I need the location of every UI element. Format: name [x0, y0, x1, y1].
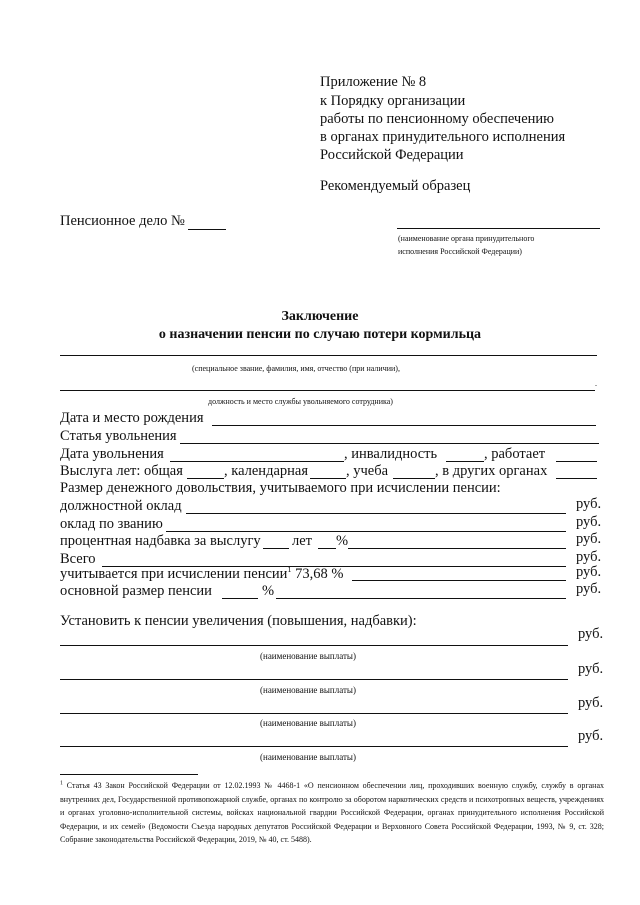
- rub-unit: руб.: [578, 661, 604, 677]
- document-title: Заключение: [281, 309, 359, 324]
- official-salary-label: должностной оклад: [60, 498, 182, 514]
- header-line: работы по пенсионному обеспечению: [320, 111, 554, 127]
- counted-label: учитывается при исчислении пенсии$^1$ 73,68 %: [60, 565, 344, 582]
- study-field[interactable]: [393, 478, 435, 479]
- rub-unit: руб.: [576, 549, 602, 565]
- rub-unit: руб.: [578, 695, 604, 711]
- recommended-sample: Рекомендуемый образец: [320, 178, 471, 194]
- footnote-ref: 1: [287, 565, 292, 575]
- percent-sign: %: [336, 533, 349, 549]
- rub-unit: руб.: [576, 496, 602, 512]
- dismissal-date-label: Дата увольнения: [60, 446, 164, 462]
- counted-value: 73,68 %: [295, 566, 344, 582]
- document-subtitle: о назначении пенсии по случаю потери кормильца: [158, 327, 482, 342]
- line-end-dot: .: [595, 379, 597, 388]
- base-amount-field[interactable]: [276, 598, 566, 599]
- organ-name-field[interactable]: [397, 228, 600, 229]
- payment-field-4[interactable]: [60, 746, 568, 747]
- other-organs-label: , в других органах: [435, 463, 548, 479]
- rub-unit: руб.: [578, 728, 604, 744]
- birth-field[interactable]: [212, 425, 596, 426]
- base-percent-field[interactable]: [222, 598, 258, 599]
- base-size-label: основной размер пенсии: [60, 583, 212, 599]
- footnote-marker: 1: [60, 780, 63, 787]
- payment-field-1[interactable]: [60, 645, 568, 646]
- position-field[interactable]: [60, 390, 595, 391]
- other-organs-field[interactable]: [556, 478, 597, 479]
- service-total-label: Выслуга лет: общая: [60, 463, 183, 479]
- rub-unit: руб.: [576, 564, 602, 580]
- person-caption: (специальное звание, фамилия, имя, отчество (при наличии),: [192, 364, 400, 373]
- appendix-number: Приложение № 8: [320, 74, 427, 90]
- total-label: Всего: [60, 551, 96, 567]
- payment-caption: (наименование выплаты): [260, 685, 356, 695]
- pension-case-number-field[interactable]: [188, 229, 226, 230]
- bonus-percent-field[interactable]: [318, 548, 336, 549]
- bonus-years-field[interactable]: [263, 548, 289, 549]
- official-salary-field[interactable]: [186, 513, 566, 514]
- works-label: , работает: [484, 446, 546, 462]
- rank-salary-label: оклад по званию: [60, 516, 163, 532]
- pension-case-label: Пенсионное дело №: [60, 213, 185, 229]
- rank-salary-field[interactable]: [166, 531, 566, 532]
- counted-amount-field[interactable]: [352, 580, 566, 581]
- header-line: Российской Федерации: [320, 147, 464, 163]
- organ-caption: исполнения Российской Федерации): [398, 247, 522, 256]
- rub-unit: руб.: [576, 581, 602, 597]
- service-total-field[interactable]: [187, 478, 224, 479]
- payment-caption: (наименование выплаты): [260, 651, 356, 661]
- header-line: к Порядку организации: [320, 93, 466, 109]
- birth-label: Дата и место рождения: [60, 410, 204, 426]
- person-field[interactable]: [60, 355, 597, 356]
- payment-caption: (наименование выплаты): [260, 718, 356, 728]
- rub-unit: руб.: [578, 626, 604, 642]
- article-field[interactable]: [180, 443, 599, 444]
- calendar-label: , календарная: [224, 463, 308, 479]
- payment-field-2[interactable]: [60, 679, 568, 680]
- payment-field-3[interactable]: [60, 713, 568, 714]
- percent-sign: %: [262, 583, 275, 599]
- works-field[interactable]: [556, 461, 597, 462]
- establish-label: Установить к пенсии увеличения (повышения, надбавки):: [60, 613, 417, 629]
- disability-label: , инвалидность: [344, 446, 438, 462]
- position-caption: должность и место службы увольняемого сотрудника): [208, 397, 393, 406]
- payment-caption: (наименование выплаты): [260, 752, 356, 762]
- footnote: [60, 779, 604, 847]
- dismissal-date-field[interactable]: [170, 461, 344, 462]
- rub-unit: руб.: [576, 531, 602, 547]
- percent-bonus-label: процентная надбавка за выслугу: [60, 533, 261, 549]
- footnote-separator: [60, 774, 198, 775]
- footnote-text: Статья 43 Закон Российской Федерации от 12.02.1993 № 4468-1 «О пенсионном обеспечении лиц, проходивших военную службу, службу в органах внутренних дел, Государственной противопожарной службе, органах по контролю за оборотом наркотических средств и психотропных веществ, учреждениях и органах уголовно-исполнительной системы, войсках национальной гвардии Российской Федерации, органах принудительного исполнения Российской Федерации, и их семей» (Ведомости Съезда народных депутатов Российской Федерации и Верховного Совета Российской Федерации, 1993, № 9, ст. 328; Собрание законодательства Российской Федерации, 2019, № 40, ст. 5488).: [60, 781, 604, 844]
- article-label: Статья увольнения: [60, 428, 177, 444]
- allowance-size-label: Размер денежного довольствия, учитываемого при исчислении пенсии:: [60, 480, 501, 496]
- organ-caption: (наименование органа принудительного: [398, 234, 535, 243]
- bonus-amount-field[interactable]: [348, 548, 566, 549]
- study-label: , учеба: [346, 463, 389, 479]
- header-line: в органах принудительного исполнения: [320, 129, 566, 145]
- calendar-field[interactable]: [310, 478, 346, 479]
- disability-field[interactable]: [446, 461, 484, 462]
- rub-unit: руб.: [576, 514, 602, 530]
- years-label: лет: [292, 533, 313, 549]
